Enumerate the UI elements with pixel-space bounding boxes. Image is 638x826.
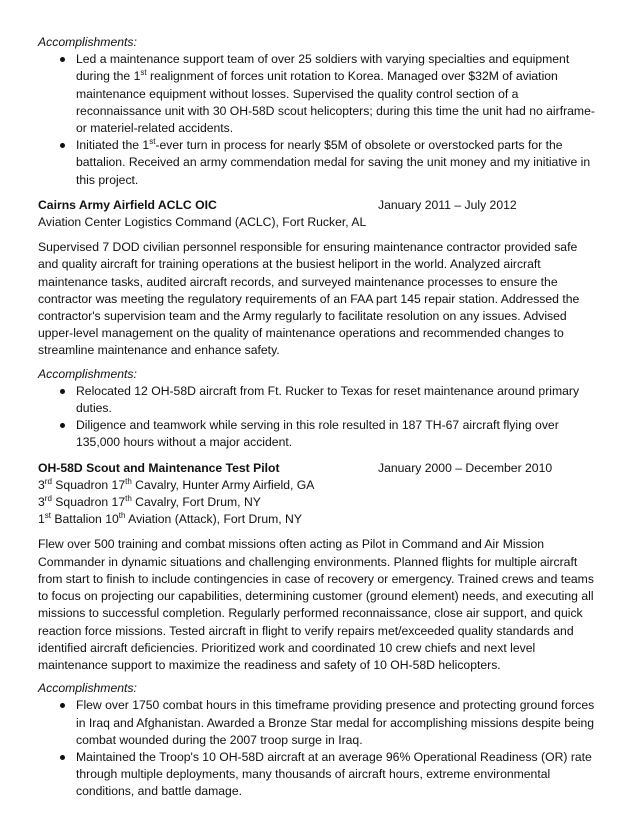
ordinal-suffix: st <box>149 137 156 147</box>
accomplishments-list <box>38 697 600 800</box>
job-title: Cairns Army Airfield ACLC OIC <box>38 197 217 212</box>
bullet-icon <box>60 57 65 62</box>
list-item <box>38 697 600 749</box>
job-dates: January 2011 – July 2012 <box>378 197 517 212</box>
job-dates: January 2000 – December 2010 <box>378 460 553 475</box>
accomplishments-heading: Accomplishments: <box>38 366 137 381</box>
list-item <box>38 137 600 189</box>
accomplishments-heading: Accomplishments: <box>38 35 137 49</box>
bullet-text: Maintained the Troop's 10 OH-58D aircraft at an average 96% Operational Readiness (OR) rate through multiple deployments, many thousands of aircraft hours, extreme environmental conditions, and battle damage. <box>76 749 592 799</box>
bullet-icon <box>60 143 65 148</box>
bullet-text: -ever turn in process for nearly $5M of obsolete or overstocked parts for the battalion. Received an army commendation medal for saving the unit money and my initiative in this project. <box>76 138 591 187</box>
bullet-icon <box>60 703 65 708</box>
job-title: OH-58D Scout and Maintenance Test Pilot <box>38 460 280 475</box>
job-description: Supervised 7 DOD civilian personnel responsible for ensuring maintenance contractor provided safe and quality aircraft for training operations at the busiest heliport in the world. Analyzed aircraft maintenance tasks, audited aircraft records, and surveyed maintenance processes to ensure the contractor was meeting the regulatory requirements of an FAA part 145 repair station. Addressed the contractor's supervision team and the Army regularly to facilitate resolution on any issues. Advised upper-level management on the quality of maintenance operations and recommended changes to streamline maintenance and enhance safety. <box>38 240 580 358</box>
unit-line: 1st Battalion 10th Aviation (Attack), Fort Drum, NY <box>38 511 302 527</box>
bullet-text: Relocated 12 OH-58D aircraft from Ft. Rucker to Texas for reset maintenance around primary duties. <box>76 383 580 416</box>
accomplishments-list <box>38 51 600 189</box>
bullet-text: realignment of forces unit rotation to Korea. Managed over $32M of aviation maintenance equipment without losses. Supervised the quality control section of a reconnaissance unit with 30 OH-58D scout helicopters; during this time the unit had no airframe- or materiel-related accidents. <box>76 69 595 136</box>
bullet-icon <box>60 389 65 394</box>
accomplishments-heading: Accomplishments: <box>38 681 137 696</box>
job-header <box>38 197 600 214</box>
accomplishments-list <box>38 383 600 452</box>
bullet-icon <box>60 423 65 428</box>
job-organization: Aviation Center Logistics Command (ACLC), Fort Rucker, AL <box>38 215 367 230</box>
unit-line: 3rd Squadron 17th Cavalry, Hunter Army Airfield, GA <box>38 476 315 492</box>
job-header <box>38 460 600 477</box>
bullet-text: Diligence and teamwork while serving in this role resulted in 187 TH-67 aircraft flying over 135,000 hours without a major accident. <box>76 418 559 450</box>
job-description: Flew over 500 training and combat missions often acting as Pilot in Command and Air Mission Commander in dynamic situations and challenging environments. Planned flights for multiple aircraft from start to finish to include contingencies in case of recovery or emergency. Trained crews and teams to focus on projecting our capabilities, determining customer (ground element) needs, and executing all missions to successful completion. Regularly performed reconnaissance, close air support, and quick reaction force missions. Tested aircraft in flight to verify repairs met/exceeded quality standards and identified aircraft deficiencies. Prioritized work and coordinated 10 crew chiefs and next level maintenance support to maximize the readiness and safety of 10 OH-58D helicopters. <box>38 537 594 672</box>
unit-line: 3rd Squadron 17th Cavalry, Fort Drum, NY <box>38 494 261 510</box>
bullet-text: Initiated the 1 <box>76 138 150 153</box>
list-item <box>38 749 600 801</box>
list-item <box>38 417 600 451</box>
ordinal-suffix: st <box>140 68 147 78</box>
bullet-icon <box>60 755 65 760</box>
bullet-text: Flew over 1750 combat hours in this timeframe providing presence and protecting ground forces in Iraq and Afghanistan. Awarded a Bronze Star medal for accomplishing missions despite being combat wounded during the 2007 troop surge in Iraq. <box>76 698 595 747</box>
list-item <box>38 51 600 137</box>
bullet-text: Led a maintenance support team of over 25 soldiers with varying specialties and equipment during the 1 <box>76 52 570 84</box>
list-item <box>38 383 600 417</box>
